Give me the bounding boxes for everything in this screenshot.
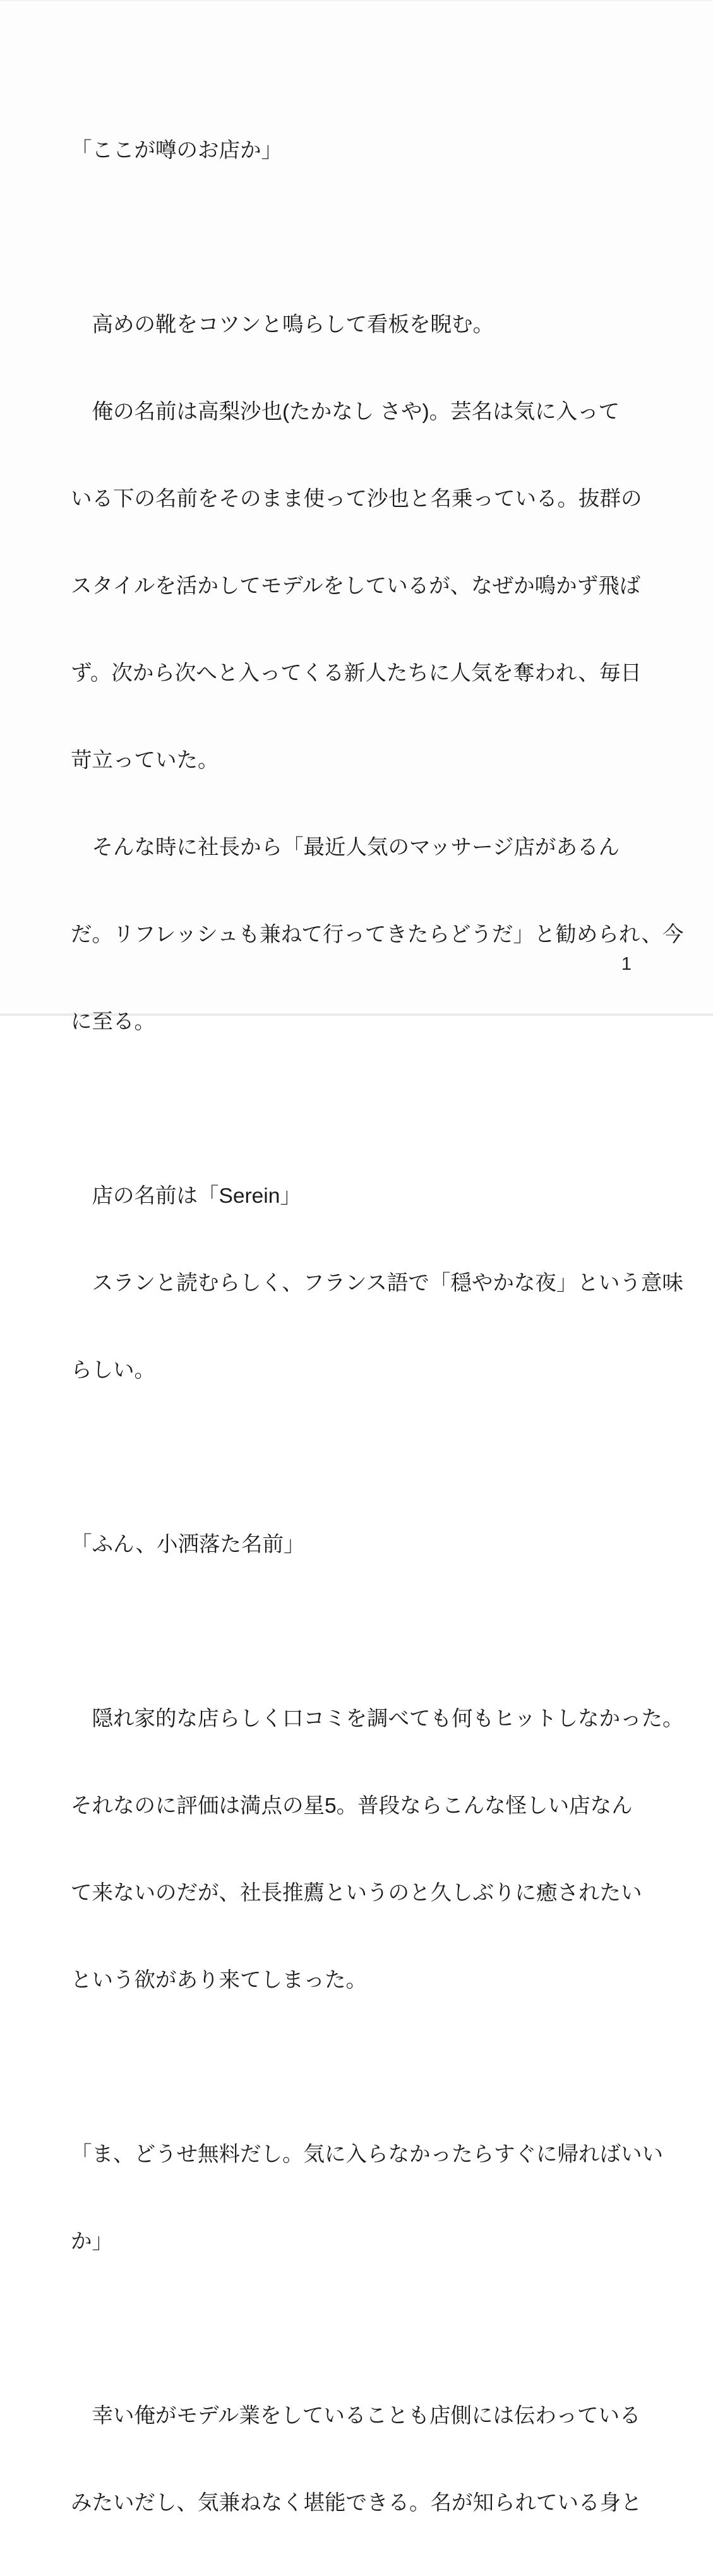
text-line: みたいだし、気兼ねなく堪能できる。名が知られている身と — [71, 2491, 642, 2515]
blank-line — [71, 2315, 658, 2344]
text-line: ず。次から次へと入ってくる新人たちに人気を奪われ、毎日 — [71, 662, 642, 685]
blank-line — [71, 2053, 658, 2082]
text-line: 俺の名前は高梨沙也(たかなし さや)。芸名は気に入って — [71, 400, 620, 424]
text-line: 店の名前は「Serein」 — [71, 1184, 301, 1208]
text-line: に至る。 — [71, 1010, 155, 1034]
text-line: 幸い俺がモデル業をしていることも店側には伝わっている — [71, 2404, 641, 2428]
text-line: 高めの靴をコツンと鳴らして看板を睨む。 — [71, 313, 494, 337]
blank-line — [71, 1095, 658, 1124]
text-line: いる下の名前をそのまま使って沙也と名乗っている。抜群の — [71, 487, 642, 511]
text-line: 隠れ家的な店らしく口コミを調べても何もヒットしなかった。 — [71, 1707, 684, 1731]
story-text-block — [71, 78, 684, 2576]
blank-line — [71, 224, 658, 253]
text-line: だ。リフレッシュも兼ねて行ってきたらどうだ」と勧められ、今 — [71, 923, 684, 946]
text-line: という欲があり来てしまった。 — [71, 1969, 367, 1992]
text-line: 「ふん、小洒落た名前」 — [71, 1533, 305, 1556]
text-line: か」 — [71, 2230, 113, 2253]
text-line: らしい。 — [71, 1359, 155, 1382]
text-line: スランと読むらしく、フランス語で「穏やかな夜」という意味 — [71, 1272, 683, 1295]
text-line: スタイルを活かしてモデルをしているが、なぜか鳴かず飛ば — [71, 575, 641, 598]
text-line: て来ないのだが、社長推薦というのと久しぶりに癒されたい — [71, 1881, 642, 1905]
blank-line — [71, 1443, 658, 1472]
text-line: そんな時に社長から「最近人気のマッサージ店があるん — [71, 836, 620, 859]
page-number: 1 — [621, 954, 632, 974]
text-line: 苛立っていた。 — [71, 749, 219, 772]
text-line: それなのに評価は満点の星5。普段ならこんな怪しい店なん — [71, 1794, 633, 1818]
text-line: 「ま、どうせ無料だし。気に入らなかったらすぐに帰ればいい — [71, 2143, 663, 2166]
blank-line — [71, 1618, 658, 1647]
text-line: 「ここが噂のお店か」 — [71, 139, 282, 162]
